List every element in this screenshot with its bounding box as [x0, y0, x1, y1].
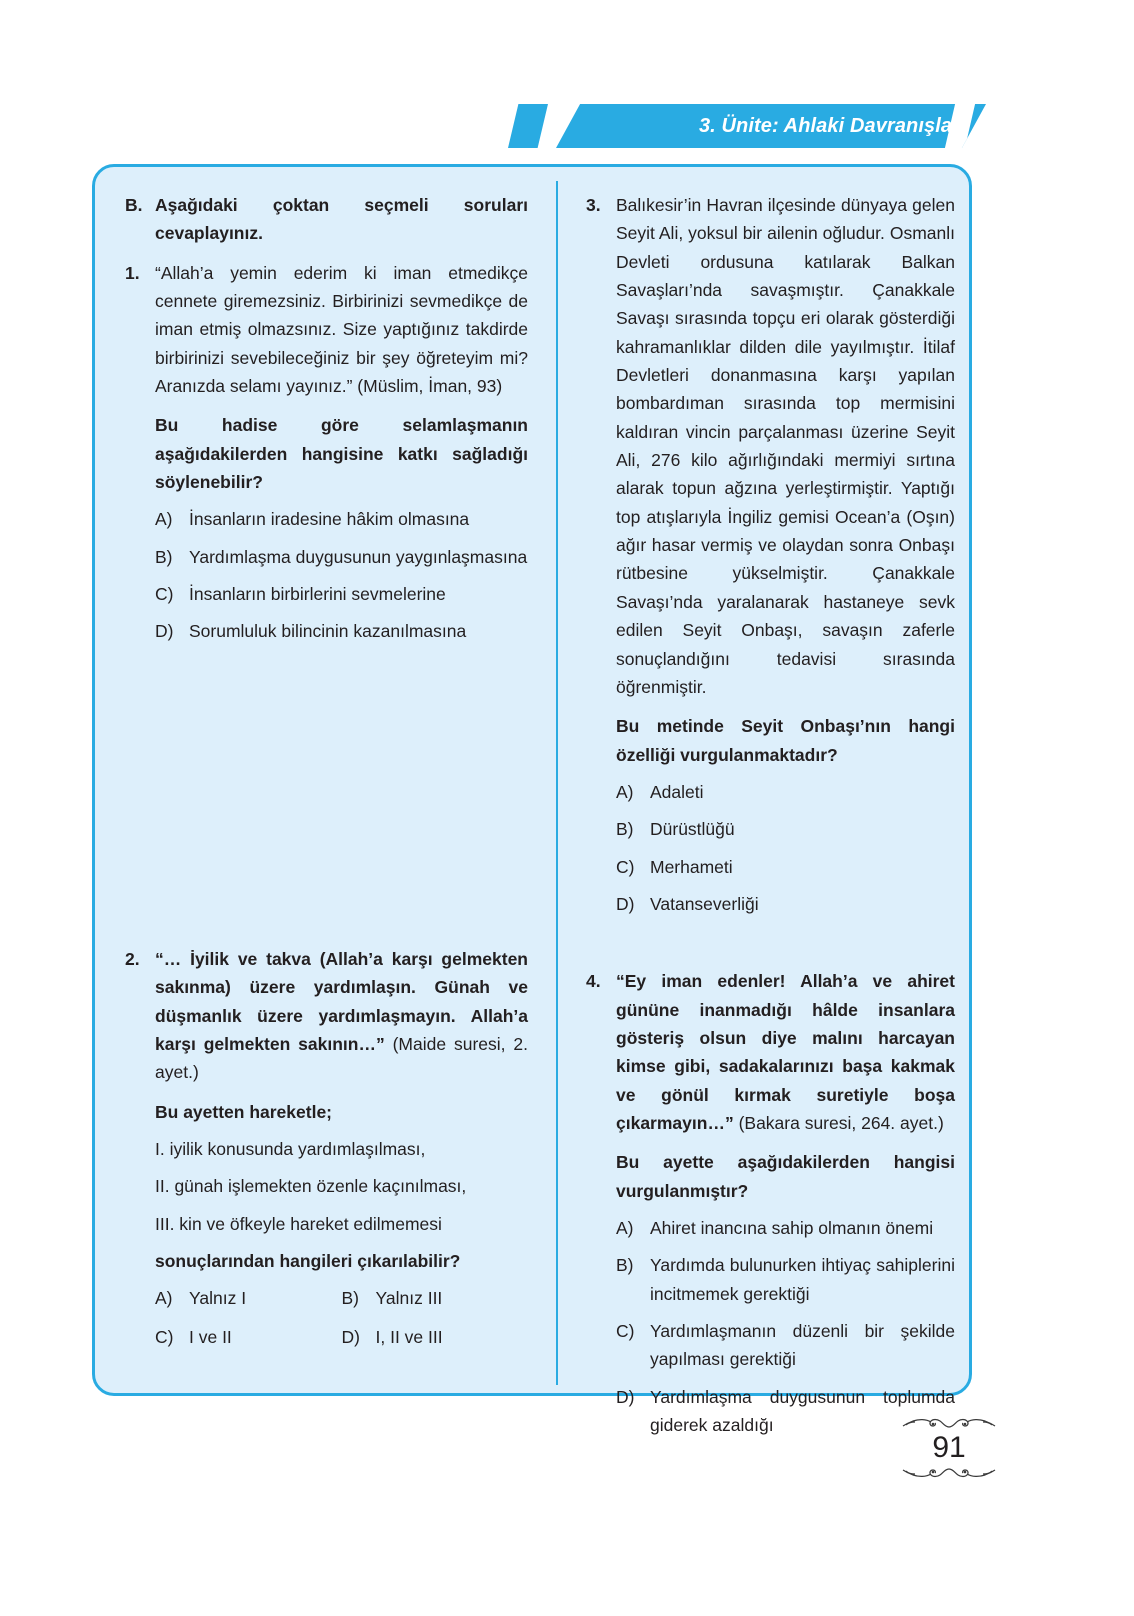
option-c-letter: C) — [616, 1321, 635, 1342]
option-b-text: Yalnız III — [375, 1288, 443, 1309]
question-1-number: 1. — [125, 262, 140, 283]
question-2-options — [155, 1284, 528, 1351]
option-b[interactable] — [342, 1284, 529, 1312]
question-3 — [586, 191, 955, 701]
option-a-letter: A) — [155, 509, 173, 530]
question-1-options — [155, 505, 528, 645]
option-a-letter: A) — [616, 781, 634, 802]
option-b-text: Yardımda bulunurken ihtiyaç sahiplerini incitmemek gerektiği — [650, 1255, 955, 1304]
question-4-quote-source: (Bakara suresi, 264. ayet.) — [733, 1112, 944, 1133]
option-c-letter: C) — [155, 584, 174, 605]
option-a[interactable] — [616, 778, 955, 806]
option-c-text: Merhameti — [650, 856, 733, 877]
question-2 — [125, 945, 528, 1087]
option-c-letter: C) — [155, 1326, 174, 1347]
option-d-letter: D) — [616, 893, 635, 914]
question-4-number: 4. — [586, 971, 601, 992]
option-a-text: İnsanların iradesine hâkim olmasına — [189, 509, 470, 530]
question-2-number: 2. — [125, 948, 140, 969]
column-spacer — [125, 655, 528, 945]
option-b[interactable] — [616, 1251, 955, 1308]
question-2-lead: Bu ayetten hareketle; — [155, 1101, 333, 1122]
unit-header-banner — [508, 104, 986, 148]
question-4-options — [616, 1214, 955, 1439]
option-b-letter: B) — [155, 546, 173, 567]
question-4 — [586, 967, 955, 1137]
option-d-text: Yardımlaşma duygusunun toplumda giderek azaldığı — [650, 1386, 955, 1436]
option-d-letter: D) — [155, 621, 174, 642]
option-d[interactable] — [342, 1323, 529, 1351]
option-b-letter: B) — [616, 1255, 634, 1276]
question-3-stem: Bu metinde Seyit Onbaşı’nın hangi özelliği vurgulanmaktadır? — [616, 716, 955, 765]
left-column — [95, 167, 556, 1393]
option-d-letter: D) — [616, 1386, 635, 1407]
option-d-text: I, II ve III — [375, 1326, 443, 1347]
question-1-passage: “Allah’a yemin ederim ki iman etmedikçe cennete giremezsiniz. Birbirinizi sevmedikçe de iman etmiş olmazsınız. Size yaptığınız takdirde birbirinizi sevebileceğiniz bir şey öğreteyim mi? Aranızda selamı yayınız.” (Müslim, İman, 93) — [155, 262, 528, 397]
ornament-top-icon — [897, 1414, 1001, 1430]
option-c-letter: C) — [616, 856, 635, 877]
question-2-roman-3: III. kin ve öfkeyle hareket edilmemesi — [155, 1213, 442, 1234]
question-2-roman-2: II. günah işlemekten özenle kaçınılması, — [155, 1176, 467, 1197]
option-c-text: Yardımlaşmanın düzenli bir şekilde yapılması gerektiği — [650, 1321, 955, 1370]
option-a[interactable] — [155, 1284, 342, 1312]
option-d-text: Vatanseverliği — [650, 893, 759, 914]
question-2-quote-bold: “… İyilik ve takva (Allah’a karşı gelmekten sakınma) üzere yardımlaşın. Günah ve düşmanlık üzere yardımlaşmayın. Allah’a karşı gelmekten sakının…” — [155, 948, 528, 1054]
question-1 — [125, 259, 528, 401]
right-column — [556, 167, 969, 1436]
question-4-quote — [616, 967, 955, 1137]
option-c[interactable] — [616, 853, 955, 881]
option-c-text: İnsanların birbirlerini sevmelerine — [189, 584, 446, 605]
option-c[interactable] — [155, 1323, 342, 1351]
option-b-letter: B) — [341, 1288, 359, 1309]
banner-accent-chip — [508, 104, 548, 148]
question-2-quote — [155, 945, 528, 1087]
page-number: 91 — [932, 1431, 966, 1464]
question-4-stem: Bu ayette aşağıdakilerden hangisi vurgulanmıştır? — [616, 1152, 955, 1201]
option-a[interactable] — [155, 505, 528, 533]
option-a-text: Yalnız I — [189, 1288, 247, 1309]
option-b[interactable] — [616, 815, 955, 843]
option-d-letter: D) — [341, 1326, 360, 1347]
column-spacer — [586, 927, 955, 967]
content-panel — [92, 164, 972, 1436]
question-2-roman-1: I. iyilik konusunda yardımlaşılması, — [155, 1138, 426, 1159]
option-d[interactable] — [155, 617, 528, 645]
question-2-stem: sonuçlarından hangileri çıkarılabilir? — [155, 1250, 461, 1271]
question-3-number: 3. — [586, 195, 601, 215]
option-a-text: Ahiret inancına sahip olmanın önemi — [650, 1218, 934, 1238]
option-b-text: Yardımlaşma duygusunun yaygınlaşmasına — [189, 546, 528, 567]
section-title: Aşağıdaki çoktan seçmeli soruları cevaplayınız. — [155, 195, 528, 244]
question-2-quote-source: (Maide suresi, 2. ayet.) — [155, 1033, 528, 1083]
two-column-layout — [95, 167, 969, 1436]
ornament-bottom-icon — [897, 1466, 1001, 1482]
unit-title: 3. Ünite: Ahlaki Davranışlar — [698, 115, 960, 137]
question-3-passage: Balıkesir’in Havran ilçesinde dünyaya gelen Seyit Ali, yoksul bir ailenin oğludur. Osmanlı Devleti ordusuna katılarak Balkan Savaşları’nda savaşmıştır. Çanakkale Savaşı sırasında topçu eri olarak gösterdiği kahramanlıklar dilden dile yayılmıştır. İtilaf Devletleri donanmasına karşı yapılan bombardıman sırasında top mermisini kaldıran vincin parçalanması üzerine Seyit Ali, 276 kilo ağırlığındaki mermiyi sırtına alarak topun ağzına yerleştirmiştir. Yaptığı top atışlarıyla İngiliz gemisi Ocean’a (Oşın) ağır hasar vermiş ve olaydan sonra Onbaşı rütbesine yükselmiştir. Çanakkale Savaşı’nda yaralanarak hastaneye sevk edilen Seyit Onbaşı, savaşın zaferle sonuçlandığını tedavisi sırasında öğrenmiştir. — [616, 195, 955, 697]
option-a[interactable] — [616, 1214, 955, 1242]
section-heading-b — [125, 191, 528, 248]
question-4-quote-bold: “Ey iman edenler! Allah’a ve ahiret gününe inanmadığı hâlde insanlara gösteriş olsun diye malını harcayan kimse gibi, sadakalarınızı başa kakmak ve gönül kırmak suretiyle boşa çıkarmayın…” — [616, 971, 955, 1133]
option-b-letter: B) — [616, 819, 634, 840]
option-b-text: Dürüstlüğü — [650, 819, 735, 840]
option-a-letter: A) — [155, 1288, 173, 1309]
option-c[interactable] — [616, 1317, 955, 1374]
option-d[interactable] — [616, 890, 955, 918]
section-marker: B. — [125, 195, 143, 215]
option-d-text: Sorumluluk bilincinin kazanılmasına — [189, 621, 467, 642]
question-1-stem: Bu hadise göre selamlaşmanın aşağıdakilerden hangisine katkı sağladığı söylenebilir? — [155, 415, 528, 493]
option-a-text: Adaleti — [650, 781, 704, 802]
option-b[interactable] — [155, 543, 528, 571]
page-footer — [897, 1414, 1001, 1510]
option-c[interactable] — [155, 580, 528, 608]
option-c-text: I ve II — [189, 1326, 232, 1347]
option-a-letter: A) — [616, 1218, 634, 1238]
question-3-options — [616, 778, 955, 918]
